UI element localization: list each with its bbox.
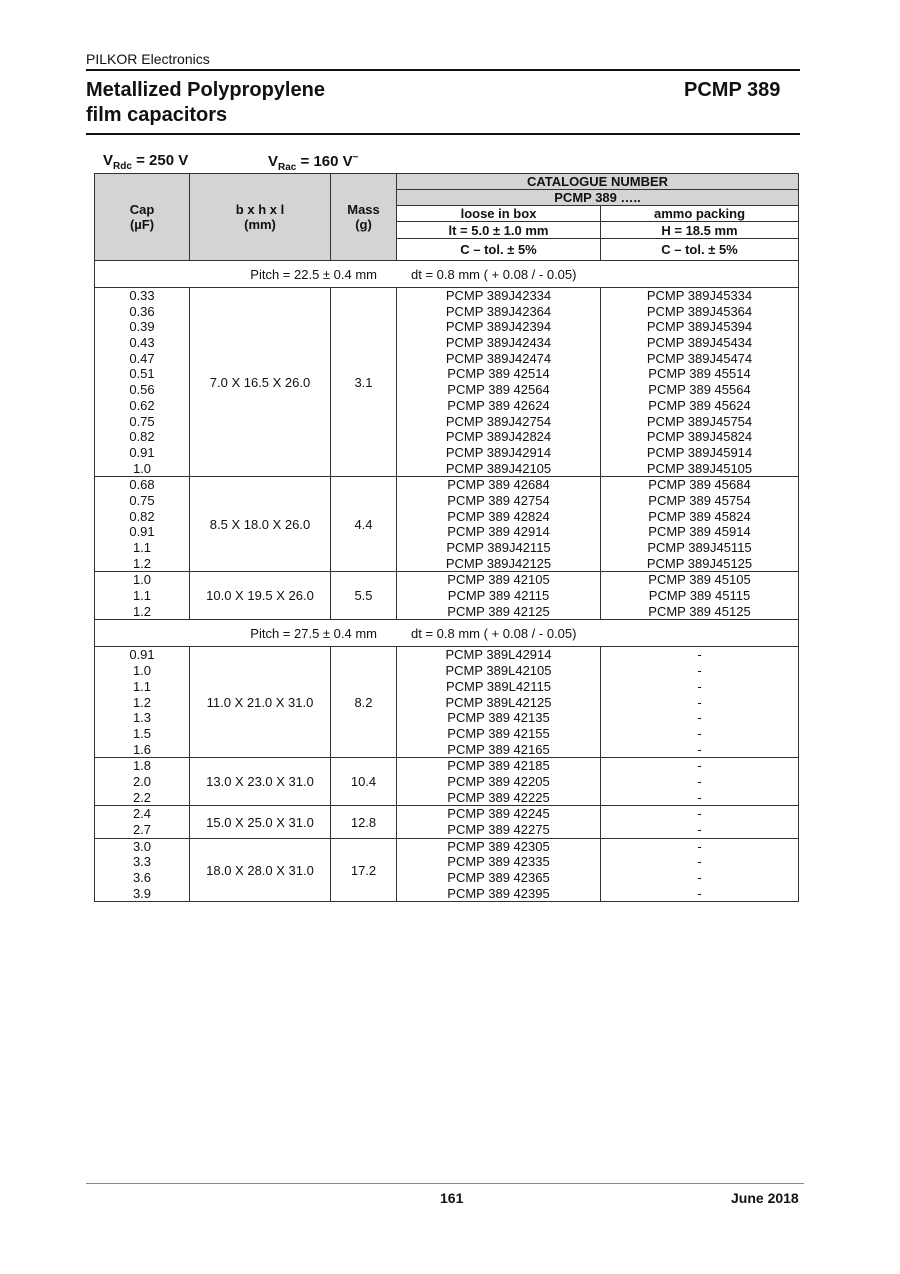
- capacitance-value: 0.56: [129, 382, 155, 398]
- header-dims: [190, 174, 331, 261]
- capacitance-value: 1.6: [132, 741, 152, 757]
- ammo-catalogue-number: -: [697, 710, 702, 726]
- ammo-catalogue-number: PCMP 389J45334: [646, 288, 753, 303]
- loose-catalogue-number-list: [397, 758, 601, 806]
- mass-cell: 4.4: [331, 477, 397, 572]
- ammo-catalogue-number: PCMP 389J45105: [646, 460, 753, 476]
- loose-catalogue-number: PCMP 389J42754: [445, 413, 552, 429]
- pitch-row: [95, 620, 799, 647]
- pitch-cell: [95, 620, 799, 647]
- mass-cell: 5.5: [331, 572, 397, 620]
- capacitance-value-list: [95, 647, 190, 758]
- loose-catalogue-number: PCMP 389 42125: [447, 603, 550, 619]
- vac-symbol: V: [268, 153, 279, 170]
- ammo-catalogue-number: PCMP 389J45364: [646, 303, 753, 319]
- capacitance-value-list: [95, 838, 190, 902]
- capacitance-value: 1.0: [132, 663, 152, 679]
- capacitance-value: 1.8: [132, 758, 152, 774]
- ammo-catalogue-number: PCMP 389J45125: [646, 555, 753, 571]
- ammo-catalogue-number: -: [697, 806, 702, 822]
- header-loose-in-box: loose in box: [397, 206, 601, 222]
- ammo-catalogue-number-list: [601, 838, 799, 902]
- capacitance-value: 3.6: [132, 870, 152, 886]
- capacitance-value: 0.39: [129, 319, 155, 335]
- loose-catalogue-number: PCMP 389J42115: [446, 540, 551, 555]
- capacitance-value: 2.7: [132, 822, 152, 837]
- loose-catalogue-number-list: [397, 647, 601, 758]
- capacitance-value: 1.5: [132, 725, 152, 741]
- title-line-2: film capacitors: [86, 104, 228, 126]
- loose-catalogue-number: PCMP 389L42105: [445, 663, 552, 679]
- page-number: 161: [440, 1190, 464, 1206]
- publication-date: June 2018: [731, 1190, 799, 1206]
- loose-catalogue-number: PCMP 389 42185: [447, 758, 550, 774]
- capacitance-value: 3.3: [132, 854, 152, 870]
- loose-catalogue-number: PCMP 389L42125: [445, 694, 552, 710]
- ammo-catalogue-number: PCMP 389 45514: [648, 366, 751, 382]
- capacitance-value: 0.36: [129, 303, 155, 319]
- ammo-catalogue-number: -: [697, 822, 702, 837]
- size-group-row: [95, 572, 799, 620]
- header-dims-unit: (mm): [244, 217, 276, 232]
- loose-catalogue-number: PCMP 389 42165: [447, 741, 550, 757]
- header-loose-lead: lt = 5.0 ± 1.0 mm: [397, 222, 601, 239]
- title-line-1: Metallized Polypropylene: [86, 79, 325, 101]
- loose-catalogue-number: PCMP 389 42564: [447, 382, 550, 398]
- loose-catalogue-number: PCMP 389J42105: [445, 460, 552, 476]
- ammo-catalogue-number: PCMP 389 45105: [648, 572, 751, 588]
- capacitance-value: 1.2: [132, 555, 152, 571]
- ammo-catalogue-number: PCMP 389J45754: [646, 413, 753, 429]
- capacitance-value: 0.75: [129, 492, 155, 508]
- mass-cell: 3.1: [331, 288, 397, 477]
- ammo-catalogue-number: PCMP 389 45125: [648, 603, 751, 619]
- loose-catalogue-number: PCMP 389 42245: [447, 806, 550, 822]
- loose-catalogue-number: PCMP 389J42125: [445, 555, 552, 571]
- pitch-value: Pitch = 22.5 ± 0.4 mm: [250, 266, 377, 282]
- header-catalogue-number: CATALOGUE NUMBER: [397, 174, 799, 190]
- dimensions-cell: 13.0 X 23.0 X 31.0: [190, 758, 331, 806]
- ammo-catalogue-number: -: [697, 725, 702, 741]
- capacitance-value: 0.43: [129, 335, 155, 351]
- loose-catalogue-number-list: [397, 477, 601, 572]
- pitch-cell: [95, 261, 799, 288]
- loose-catalogue-number-list: [397, 572, 601, 620]
- ammo-catalogue-number: -: [697, 663, 702, 679]
- loose-catalogue-number-list: [397, 288, 601, 477]
- capacitance-value: 3.0: [132, 838, 152, 854]
- mass-cell: 10.4: [331, 758, 397, 806]
- capacitance-value: 0.51: [129, 366, 155, 382]
- capacitance-value: 0.82: [129, 508, 155, 524]
- ammo-catalogue-number-list: [601, 572, 799, 620]
- ammo-catalogue-number: -: [697, 678, 702, 694]
- company-name: PILKOR Electronics: [86, 51, 210, 67]
- document-title: [86, 78, 325, 128]
- ammo-catalogue-number-list: [601, 288, 799, 477]
- ammo-catalogue-number: -: [697, 870, 702, 886]
- capacitance-value: 2.4: [132, 806, 152, 822]
- loose-catalogue-number: PCMP 389J42914: [445, 444, 552, 460]
- header-cap-unit: (µF): [129, 217, 155, 232]
- size-group-row: [95, 477, 799, 572]
- capacitance-value-list: [95, 477, 190, 572]
- header-dims-label: b x h x l: [235, 202, 285, 217]
- mass-cell: 12.8: [331, 806, 397, 838]
- ammo-catalogue-number: -: [697, 838, 702, 854]
- loose-catalogue-number: PCMP 389 42514: [447, 366, 550, 382]
- loose-catalogue-number: PCMP 389 42365: [447, 870, 550, 886]
- header-mass: [331, 174, 397, 261]
- header-cap: [95, 174, 190, 261]
- loose-catalogue-number: PCMP 389 42135: [447, 710, 550, 726]
- dimensions-cell: 11.0 X 21.0 X 31.0: [190, 647, 331, 758]
- ammo-catalogue-number: -: [697, 758, 702, 774]
- capacitance-value: 0.47: [129, 350, 155, 366]
- loose-catalogue-number: PCMP 389 42914: [447, 524, 550, 540]
- ammo-catalogue-number: PCMP 389J45824: [646, 429, 753, 445]
- header-ammo-tolerance: C – tol. ± 5%: [601, 239, 799, 261]
- title-rule: [86, 133, 800, 135]
- header-cap-label: Cap: [129, 202, 155, 217]
- capacitance-value: 1.1: [132, 678, 152, 694]
- capacitance-value-list: [95, 572, 190, 620]
- capacitance-value: 0.91: [129, 524, 155, 540]
- ammo-catalogue-number: PCMP 389J45115: [647, 540, 752, 555]
- ammo-catalogue-number: PCMP 389J45914: [646, 444, 753, 460]
- loose-catalogue-number: PCMP 389 42754: [447, 492, 550, 508]
- ammo-catalogue-number: PCMP 389 45115: [648, 588, 751, 604]
- header-catalogue-prefix: PCMP 389 …..: [397, 190, 799, 206]
- loose-catalogue-number: PCMP 389 42335: [447, 854, 550, 870]
- ammo-catalogue-number: -: [697, 694, 702, 710]
- series-name: PCMP 389: [684, 79, 781, 101]
- capacitance-value: 0.33: [129, 288, 155, 303]
- ammo-catalogue-number: PCMP 389J45434: [646, 335, 753, 351]
- ammo-catalogue-number: -: [697, 854, 702, 870]
- lead-diameter: dt = 0.8 mm ( + 0.08 / - 0.05): [411, 625, 577, 641]
- ammo-catalogue-number: -: [697, 741, 702, 757]
- capacitance-value: 1.1: [132, 588, 152, 604]
- ammo-catalogue-number: PCMP 389 45564: [648, 382, 751, 398]
- size-group-row: [95, 838, 799, 902]
- ammo-catalogue-number-list: [601, 806, 799, 838]
- ammo-catalogue-number: -: [697, 885, 702, 901]
- capacitance-value: 1.2: [132, 694, 152, 710]
- loose-catalogue-number: PCMP 389J42434: [445, 335, 552, 351]
- loose-catalogue-number: PCMP 389 42225: [447, 789, 550, 805]
- vdc-value: = 250 V: [131, 152, 189, 169]
- ammo-catalogue-number: -: [697, 773, 702, 789]
- capacitance-value: 0.62: [129, 397, 155, 413]
- capacitance-value: 0.91: [129, 444, 155, 460]
- loose-catalogue-number: PCMP 389 42155: [447, 725, 550, 741]
- capacitance-value-list: [95, 806, 190, 838]
- loose-catalogue-number: PCMP 389J42334: [445, 288, 552, 303]
- ammo-catalogue-number: PCMP 389 45914: [648, 524, 751, 540]
- loose-catalogue-number: PCMP 389L42914: [445, 647, 552, 663]
- ammo-catalogue-number: PCMP 389J45394: [646, 319, 753, 335]
- loose-catalogue-number: PCMP 389J42394: [445, 319, 552, 335]
- ammo-catalogue-number: PCMP 389 45754: [648, 492, 751, 508]
- header-loose-tolerance: C – tol. ± 5%: [397, 239, 601, 261]
- capacitance-value: 0.91: [129, 647, 155, 663]
- capacitance-value-list: [95, 288, 190, 477]
- capacitance-value: 1.1: [132, 540, 152, 555]
- loose-catalogue-number: PCMP 389 42395: [447, 885, 550, 901]
- capacitance-value: 1.3: [132, 710, 152, 726]
- ammo-catalogue-number-list: [601, 758, 799, 806]
- capacitance-value-list: [95, 758, 190, 806]
- footer-rule: [86, 1183, 804, 1184]
- loose-catalogue-number-list: [397, 806, 601, 838]
- pitch-value: Pitch = 27.5 ± 0.4 mm: [250, 625, 377, 641]
- header-mass-unit: (g): [355, 217, 372, 232]
- loose-catalogue-number: PCMP 389 42624: [447, 397, 550, 413]
- capacitance-value: 0.75: [129, 413, 155, 429]
- ammo-catalogue-number: PCMP 389 45684: [648, 477, 751, 493]
- capacitance-value: 2.2: [132, 789, 152, 805]
- capacitance-value: 1.0: [132, 460, 152, 476]
- lead-diameter: dt = 0.8 mm ( + 0.08 / - 0.05): [411, 266, 577, 282]
- loose-catalogue-number: PCMP 389 42684: [447, 477, 550, 493]
- ammo-catalogue-number: PCMP 389 45624: [648, 397, 751, 413]
- dimensions-cell: 7.0 X 16.5 X 26.0: [190, 288, 331, 477]
- loose-catalogue-number: PCMP 389L42115: [445, 678, 552, 694]
- ac-tilde-symbol: ~: [352, 152, 359, 163]
- loose-catalogue-number: PCMP 389 42205: [447, 773, 550, 789]
- catalogue-table: [94, 173, 799, 902]
- ammo-catalogue-number: -: [697, 647, 702, 663]
- loose-catalogue-number: PCMP 389 42105: [447, 572, 550, 588]
- ammo-catalogue-number-list: [601, 477, 799, 572]
- loose-catalogue-number: PCMP 389J42364: [445, 303, 552, 319]
- loose-catalogue-number: PCMP 389 42115: [447, 588, 550, 604]
- capacitance-value: 3.9: [132, 885, 152, 901]
- header-ammo-packing: ammo packing: [601, 206, 799, 222]
- size-group-row: [95, 758, 799, 806]
- size-group-row: [95, 288, 799, 477]
- capacitance-value: 1.0: [132, 572, 152, 588]
- rated-dc-voltage: [103, 152, 188, 172]
- loose-catalogue-number: PCMP 389 42305: [447, 838, 550, 854]
- dimensions-cell: 10.0 X 19.5 X 26.0: [190, 572, 331, 620]
- vac-value: = 160 V: [296, 153, 353, 170]
- loose-catalogue-number: PCMP 389 42824: [447, 508, 550, 524]
- loose-catalogue-number: PCMP 389J42824: [445, 429, 552, 445]
- rated-ac-voltage: [268, 152, 359, 173]
- dimensions-cell: 15.0 X 25.0 X 31.0: [190, 806, 331, 838]
- loose-catalogue-number: PCMP 389 42275: [447, 822, 550, 837]
- capacitance-value: 0.68: [129, 477, 155, 493]
- dimensions-cell: 18.0 X 28.0 X 31.0: [190, 838, 331, 902]
- ammo-catalogue-number: -: [697, 789, 702, 805]
- size-group-row: [95, 806, 799, 838]
- capacitance-value: 0.82: [129, 429, 155, 445]
- pitch-row: [95, 261, 799, 288]
- capacitance-value: 2.0: [132, 773, 152, 789]
- mass-cell: 17.2: [331, 838, 397, 902]
- size-group-row: [95, 647, 799, 758]
- ammo-catalogue-number: PCMP 389 45824: [648, 508, 751, 524]
- vdc-subscript: Rdc: [113, 161, 132, 172]
- loose-catalogue-number-list: [397, 838, 601, 902]
- dimensions-cell: 8.5 X 18.0 X 26.0: [190, 477, 331, 572]
- header-rule: [86, 69, 800, 71]
- header-mass-label: Mass: [347, 202, 380, 217]
- ammo-catalogue-number-list: [601, 647, 799, 758]
- mass-cell: 8.2: [331, 647, 397, 758]
- loose-catalogue-number: PCMP 389J42474: [445, 350, 552, 366]
- capacitance-value: 1.2: [132, 603, 152, 619]
- vac-subscript: Rac: [278, 162, 297, 173]
- vdc-symbol: V: [103, 152, 114, 169]
- header-ammo-height: H = 18.5 mm: [601, 222, 799, 239]
- ammo-catalogue-number: PCMP 389J45474: [646, 350, 753, 366]
